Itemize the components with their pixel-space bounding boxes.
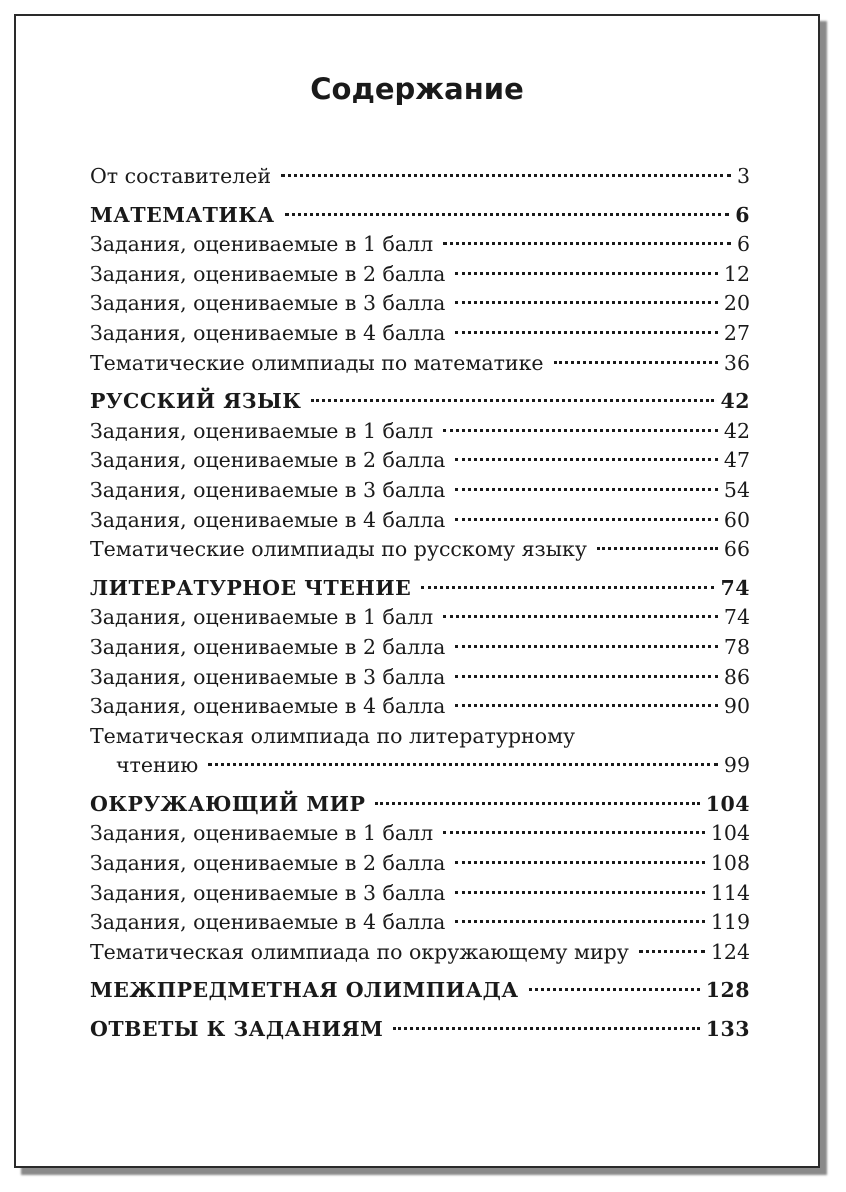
toc-entry-label: Задания, оцениваемые в 1 балл	[90, 821, 434, 846]
toc-section-page: 104	[705, 791, 750, 816]
toc-entry-page: 78	[723, 634, 750, 659]
dot-leader	[208, 763, 718, 766]
toc-entry-page: 66	[723, 537, 750, 562]
dot-leader	[421, 586, 714, 589]
toc-entry-label: Задания, оцениваемые в 1 балл	[90, 418, 434, 443]
toc-entry-label: От составителей	[90, 164, 272, 188]
toc-entry[interactable]	[90, 663, 750, 693]
toc-entry-wrapped-line2[interactable]	[90, 751, 750, 781]
dot-leader	[443, 429, 718, 432]
toc-entry-label: Задания, оцениваемые в 4 балла	[90, 507, 446, 532]
toc-entry-page: 124	[710, 939, 750, 964]
toc-entry-label: Тематические олимпиады по русскому языку	[90, 537, 587, 562]
toc-entry[interactable]	[90, 938, 750, 968]
toc-section-heading: ОКРУЖАЮЩИЙ МИР	[90, 791, 366, 816]
toc-entry-preface[interactable]	[90, 162, 750, 192]
toc-entry-label: Задания, оцениваемые в 4 балла	[90, 320, 446, 345]
toc-entry-page: 74	[723, 605, 750, 630]
toc-entry-label: Задания, оцениваемые в 3 балла	[90, 880, 446, 905]
toc-entry-page: 3	[736, 164, 750, 188]
dot-leader	[455, 861, 704, 864]
document-page	[14, 14, 820, 1168]
toc-entry-label: Задания, оцениваемые в 1 балл	[90, 232, 434, 257]
dot-leader	[554, 361, 718, 364]
toc-entry-label: Задания, оцениваемые в 3 балла	[90, 477, 446, 502]
dot-leader	[455, 518, 718, 521]
dot-leader	[375, 802, 699, 805]
toc-section-page: 74	[720, 575, 750, 600]
toc-section-page: 133	[705, 1017, 750, 1042]
dot-leader	[281, 174, 731, 177]
toc-section-heading: ОТВЕТЫ К ЗАДАНИЯМ	[90, 1017, 384, 1042]
toc-entry-page: 108	[710, 851, 750, 876]
toc-entry[interactable]	[90, 260, 750, 290]
toc-entry-label: Задания, оцениваемые в 2 балла	[90, 851, 446, 876]
toc-entry[interactable]	[90, 446, 750, 476]
toc-entry-page: 47	[723, 448, 750, 473]
toc-section-answers[interactable]	[90, 1015, 750, 1045]
dot-leader	[285, 213, 730, 216]
toc-section-heading: ЛИТЕРАТУРНОЕ ЧТЕНИЕ	[90, 575, 412, 600]
page-title: Содержание	[310, 72, 524, 106]
dot-leader	[455, 920, 704, 923]
toc-section-heading: МЕЖПРЕДМЕТНАЯ ОЛИМПИАДА	[90, 978, 519, 1003]
toc-section-heading: РУССКИЙ ЯЗЫК	[90, 389, 302, 414]
toc-entry[interactable]	[90, 476, 750, 506]
toc-section-page: 42	[720, 389, 750, 414]
toc-entry-page: 119	[710, 910, 750, 935]
dot-leader	[455, 301, 718, 304]
toc-entry-page: 60	[723, 507, 750, 532]
dot-leader	[443, 615, 718, 618]
toc-entry-page: 20	[723, 291, 750, 316]
toc-entry-page: 99	[723, 753, 750, 778]
dot-leader	[443, 831, 705, 834]
dot-leader	[455, 488, 718, 491]
toc-section-russian[interactable]	[90, 387, 750, 417]
toc-section-math[interactable]	[90, 201, 750, 231]
dot-leader	[455, 272, 718, 275]
dot-leader	[639, 950, 705, 953]
toc-entry[interactable]	[90, 349, 750, 379]
dot-leader	[455, 645, 718, 648]
toc-section-page: 128	[705, 978, 750, 1003]
toc-entry-page: 42	[723, 418, 750, 443]
toc-section-interdisciplinary[interactable]	[90, 976, 750, 1006]
toc-entry[interactable]	[90, 603, 750, 633]
toc-entry-page: 27	[723, 320, 750, 345]
toc-entry-label: Задания, оцениваемые в 4 балла	[90, 694, 446, 719]
toc-entry-label: Задания, оцениваемые в 2 балла	[90, 448, 446, 473]
toc-entry[interactable]	[90, 633, 750, 663]
toc-entry[interactable]	[90, 819, 750, 849]
dot-leader	[455, 704, 718, 707]
toc-entry-label: Задания, оцениваемые в 3 балла	[90, 664, 446, 689]
toc-entry[interactable]	[90, 230, 750, 260]
dot-leader	[529, 988, 700, 991]
toc-entry-wrapped-line1[interactable]	[90, 722, 750, 752]
toc-entry-page: 6	[736, 232, 750, 257]
dot-leader	[443, 242, 731, 245]
dot-leader	[455, 675, 718, 678]
dot-leader	[455, 458, 718, 461]
toc-entry[interactable]	[90, 692, 750, 722]
toc-entry[interactable]	[90, 849, 750, 879]
toc-section-literature[interactable]	[90, 574, 750, 604]
toc-entry[interactable]	[90, 319, 750, 349]
toc-entry-page: 36	[723, 350, 750, 375]
dot-leader	[597, 547, 718, 550]
toc-section-world[interactable]	[90, 790, 750, 820]
toc-entry-page: 54	[723, 477, 750, 502]
toc-entry-page: 104	[710, 821, 750, 846]
toc-entry[interactable]	[90, 289, 750, 319]
toc-entry-label: Тематические олимпиады по математике	[90, 350, 544, 375]
toc-entry-label: Задания, оцениваемые в 3 балла	[90, 291, 446, 316]
toc-entry-label: Тематическая олимпиада по литературному	[90, 723, 576, 748]
dot-leader	[393, 1027, 699, 1030]
dot-leader	[455, 331, 718, 334]
toc-entry-page: 114	[710, 880, 750, 905]
table-of-contents	[90, 162, 750, 1045]
dot-leader	[311, 399, 714, 402]
toc-entry[interactable]	[90, 506, 750, 536]
toc-section-heading: МАТЕМАТИКА	[90, 202, 275, 227]
toc-entry-page: 86	[723, 664, 750, 689]
toc-entry[interactable]	[90, 417, 750, 447]
toc-entry[interactable]	[90, 535, 750, 565]
toc-entry-label: Тематическая олимпиада по окружающему миру	[90, 939, 629, 964]
toc-section-page: 6	[735, 202, 750, 227]
toc-entry-page: 12	[723, 261, 750, 286]
toc-entry-page: 90	[723, 694, 750, 719]
toc-entry[interactable]	[90, 879, 750, 909]
toc-entry-label: Задания, оцениваемые в 2 балла	[90, 634, 446, 659]
toc-entry-label: чтению	[116, 753, 199, 778]
toc-entry[interactable]	[90, 908, 750, 938]
toc-entry-label: Задания, оцениваемые в 4 балла	[90, 910, 446, 935]
toc-entry-label: Задания, оцениваемые в 1 балл	[90, 605, 434, 630]
toc-entry-label: Задания, оцениваемые в 2 балла	[90, 261, 446, 286]
dot-leader	[455, 891, 704, 894]
